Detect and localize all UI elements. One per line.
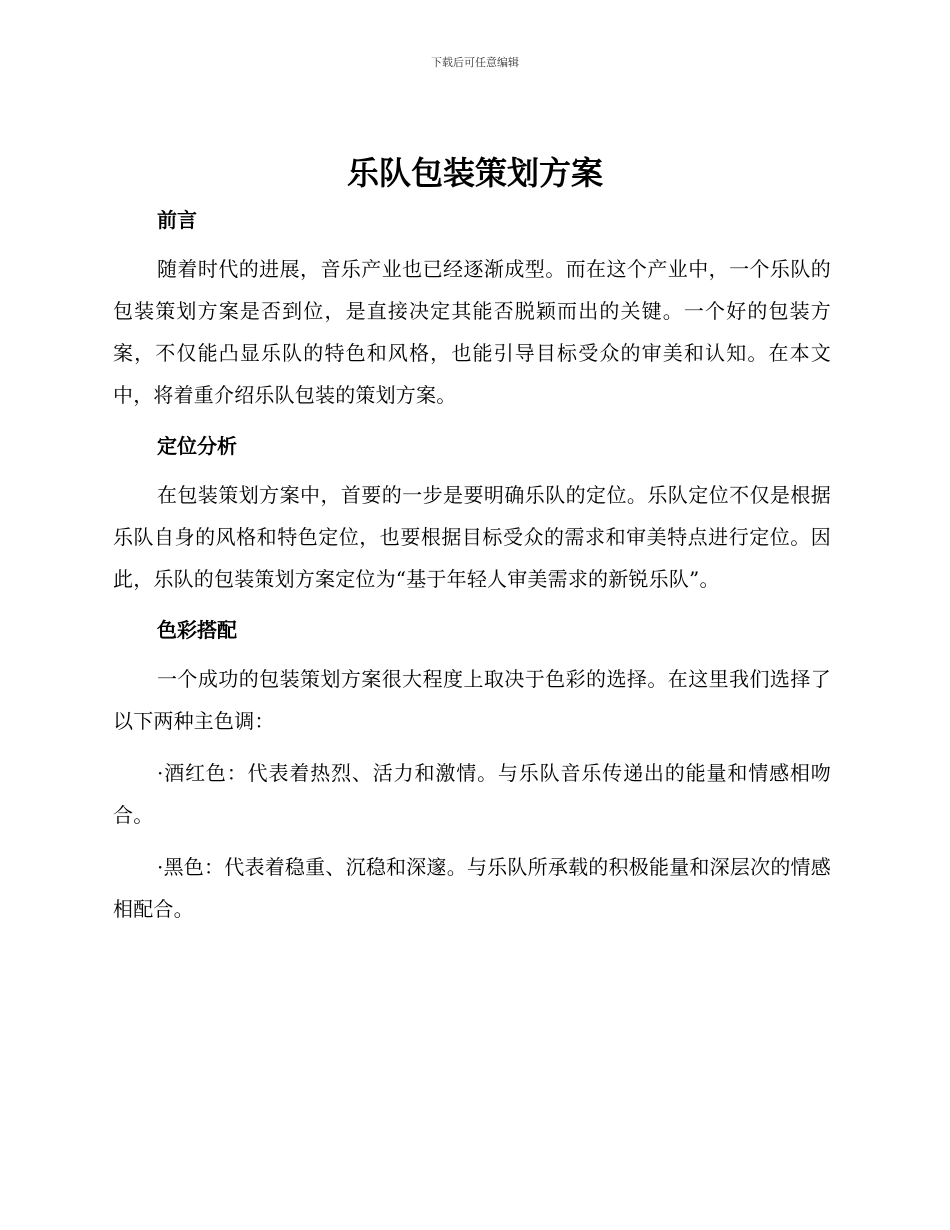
bullet-paragraph: ·酒红色：代表着热烈、活力和激情。与乐队音乐传递出的能量和情感相吻合。 <box>113 761 831 827</box>
section-heading: 色彩搭配 <box>157 618 237 642</box>
bullet-paragraph: ·黑色：代表着稳重、沉稳和深邃。与乐队所承载的积极能量和深层次的情感相配合。 <box>113 855 831 921</box>
section-heading: 前言 <box>157 208 197 232</box>
document-title: 乐队包装策划方案 <box>346 154 603 192</box>
section-heading: 定位分析 <box>157 434 237 458</box>
section-preface <box>113 200 831 416</box>
paragraph: 随着时代的进展，音乐产业也已经逐渐成型。而在这个产业中，一个乐队的包装策划方案是否到位，是直接决定其能否脱颖而出的关键。一个好的包装方案，不仅能凸显乐队的特色和风格，也能引导目标受众的审美和认知。在本文中，将着重介绍乐队包装的策划方案。 <box>113 257 831 407</box>
section-color-scheme <box>113 610 831 930</box>
paragraph: 在包装策划方案中，首要的一步是要明确乐队的定位。乐队定位不仅是根据乐队自身的风格和特色定位，也要根据目标受众的需求和审美特点进行定位。因此，乐队的包装策划方案定位为“基于年轻人审美需求的新锐乐队”。 <box>113 483 831 591</box>
section-positioning <box>113 426 831 600</box>
paragraph: 一个成功的包装策划方案很大程度上取决于色彩的选择。在这里我们选择了以下两种主色调： <box>113 667 831 733</box>
page-header-note: 下载后可任意编辑 <box>431 56 519 69</box>
document-body <box>113 200 831 940</box>
